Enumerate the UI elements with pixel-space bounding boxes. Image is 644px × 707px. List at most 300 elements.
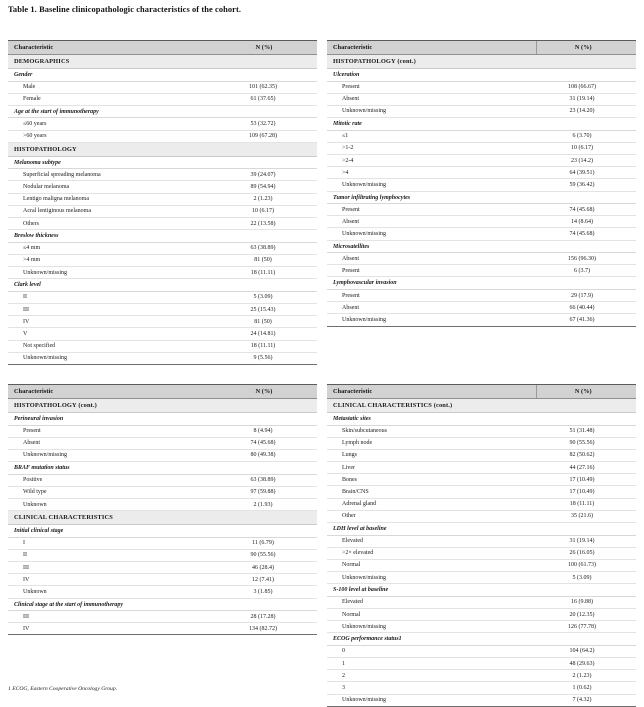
row-value: 66 (40.44) (536, 302, 636, 314)
row-value (217, 142, 317, 156)
row-value: 89 (54.94) (217, 181, 317, 193)
row-value: 74 (45.68) (536, 204, 636, 216)
table-row (327, 658, 636, 670)
row-value (217, 279, 317, 292)
table-row (8, 193, 317, 205)
table-group-row (327, 240, 636, 253)
row-value (217, 156, 317, 169)
table-group-row (327, 523, 636, 536)
row-label: Unknown/missing (8, 449, 217, 461)
row-label: Unknown (8, 498, 217, 510)
row-value: 48 (29.63) (536, 658, 636, 670)
row-label: BRAF mutation status (8, 462, 217, 475)
row-value: 82 (50.62) (536, 449, 636, 461)
table-row (8, 449, 317, 461)
table-row (8, 574, 317, 586)
row-value: 23 (14.20) (536, 105, 636, 117)
row-value: 46 (28.4) (217, 562, 317, 574)
row-value: 64 (39.51) (536, 167, 636, 179)
table-row (8, 205, 317, 217)
row-value: 14 (8.64) (536, 216, 636, 228)
table-row (327, 535, 636, 547)
table-group-row (8, 230, 317, 243)
row-value: 28 (17.28) (217, 611, 317, 623)
table-row (327, 228, 636, 240)
row-value: 23 (14.2) (536, 154, 636, 166)
table-row (327, 462, 636, 474)
row-label: 3 (327, 682, 536, 694)
row-label: HISTOPATHOLOGY (cont.) (8, 399, 217, 413)
row-label: Lentigo maligna melanoma (8, 193, 217, 205)
row-value: 134 (82.72) (249, 625, 277, 632)
row-value: 3 (1.85) (217, 586, 317, 598)
row-label: 1 (327, 658, 536, 670)
table-right-bottom (327, 384, 636, 707)
row-label: ECOG performance status1 (327, 633, 536, 646)
table-row (327, 167, 636, 179)
table-group-row (327, 118, 636, 131)
table-section-row (327, 55, 636, 69)
table-row (8, 81, 317, 93)
row-label: IV (8, 574, 217, 586)
table-row (327, 486, 636, 498)
row-label: Present (8, 425, 217, 437)
table-row (327, 547, 636, 559)
row-value: 67 (41.36) (569, 316, 595, 323)
row-label: III (8, 303, 217, 315)
row-value: 31 (19.14) (536, 93, 636, 105)
row-value: 31 (19.14) (536, 535, 636, 547)
table-group-row (327, 413, 636, 426)
table-row (8, 291, 317, 303)
table-row (8, 328, 317, 340)
row-value: 59 (36.42) (536, 179, 636, 191)
table-row (8, 254, 317, 266)
row-value: 90 (55.56) (217, 549, 317, 561)
table-group-row (8, 156, 317, 169)
row-value: 35 (21.6) (536, 510, 636, 522)
row-value: 81 (50) (217, 316, 317, 328)
table-row (327, 425, 636, 437)
row-label: Present (327, 204, 536, 216)
row-value (536, 191, 636, 204)
row-value (536, 69, 636, 82)
row-label: Gender (8, 69, 217, 82)
table-header-row (8, 385, 317, 399)
row-label: S-100 level at baseline (327, 584, 536, 597)
column-header-characteristic: Characteristic (8, 385, 217, 399)
table-group-row (8, 598, 317, 611)
table-row (8, 437, 317, 449)
table-row (8, 623, 317, 635)
table-row (8, 218, 317, 230)
row-label: Unknown/missing (327, 179, 536, 191)
table-group-row (327, 633, 636, 646)
table-row (327, 154, 636, 166)
table-left-top (8, 40, 317, 365)
table-group-row (8, 279, 317, 292)
row-label: Absent (327, 93, 536, 105)
column-header-n-percent: N (%) (217, 41, 317, 55)
row-value (536, 240, 636, 253)
row-label: Skin/subcutaneous (327, 425, 536, 437)
row-value: 156 (96.30) (536, 253, 636, 265)
row-label: CLINICAL CHARACTERISTICS (8, 511, 217, 525)
table-row (327, 510, 636, 522)
table-body (8, 399, 317, 636)
table-row (8, 93, 317, 105)
table-row (8, 303, 317, 315)
row-value: 18 (11.11) (217, 267, 317, 279)
table-row (327, 314, 636, 326)
row-value: 10 (6.17) (217, 205, 317, 217)
table-group-row (327, 69, 636, 82)
table-row (8, 586, 317, 598)
table-footnote: 1 ECOG, Eastern Cooperative Oncology Group. (8, 686, 118, 692)
row-value (217, 230, 317, 243)
row-label: II (8, 291, 217, 303)
row-label: Unknown/missing (23, 355, 68, 362)
row-value (536, 55, 636, 69)
table-header-row (8, 41, 317, 55)
row-value: 6 (3.70) (536, 130, 636, 142)
column-header-characteristic: Characteristic (327, 385, 536, 399)
row-value: 20 (12.35) (536, 608, 636, 620)
table-group-row (327, 584, 636, 597)
table-row (327, 130, 636, 142)
row-label: ≤1 (327, 130, 536, 142)
table-right-top (327, 40, 636, 327)
row-value: 29 (17.9) (536, 289, 636, 301)
row-value: 90 (55.56) (536, 437, 636, 449)
table-row (327, 437, 636, 449)
row-value: 16 (9.88) (536, 596, 636, 608)
row-value: 5 (3.09) (217, 291, 317, 303)
row-label: Bones (327, 474, 536, 486)
row-value (217, 399, 317, 413)
row-value: 8 (4.94) (217, 425, 317, 437)
row-label: Unknown/missing (327, 228, 536, 240)
row-value (217, 69, 317, 82)
table-section-row (327, 399, 636, 413)
table-row (8, 118, 317, 130)
row-value (536, 633, 636, 646)
table-row (327, 621, 636, 633)
table-row (327, 682, 636, 694)
row-value: 81 (50) (217, 254, 317, 266)
table-section-row (8, 399, 317, 413)
row-value (217, 598, 317, 611)
table-row (8, 486, 317, 498)
table-row (8, 242, 317, 254)
row-value: 18 (11.11) (536, 498, 636, 510)
row-value (536, 277, 636, 290)
table-row (327, 93, 636, 105)
table-bottom-rule-cell (8, 635, 317, 636)
table-row (8, 169, 317, 181)
row-label: Microsatellites (327, 240, 536, 253)
row-label: Female (8, 93, 217, 105)
row-label: LDH level at baseline (327, 523, 536, 536)
table-row (8, 537, 317, 549)
row-label: Perineural invasion (8, 413, 217, 426)
table-row (327, 645, 636, 657)
row-value (536, 118, 636, 131)
row-value: 74 (45.68) (536, 228, 636, 240)
row-label: Unknown/missing (342, 316, 387, 323)
row-label: Male (8, 81, 217, 93)
row-label: Not specified (8, 340, 217, 352)
row-label: >2× elevated (327, 547, 536, 559)
row-label: Others (8, 218, 217, 230)
row-label: Unknown/missing (327, 105, 536, 117)
row-value: 63 (38.89) (217, 474, 317, 486)
row-value: 108 (66.67) (536, 81, 636, 93)
row-value: 2 (1.93) (217, 498, 317, 510)
row-label: IV (23, 625, 30, 632)
table-row (8, 352, 317, 364)
table-row (8, 425, 317, 437)
row-label: 0 (327, 645, 536, 657)
table-row (327, 81, 636, 93)
row-label: Normal (327, 559, 536, 571)
row-label: Melanoma subtype (8, 156, 217, 169)
table-row (327, 596, 636, 608)
row-label: Unknown/missing (327, 621, 536, 633)
table-group-row (327, 277, 636, 290)
table-group-row (8, 525, 317, 538)
row-value: 17 (10.49) (536, 486, 636, 498)
row-label: III (8, 562, 217, 574)
row-value: 1 (0.62) (536, 682, 636, 694)
row-value: 104 (64.2) (536, 645, 636, 657)
row-label: III (8, 611, 217, 623)
row-label: >4 mm (8, 254, 217, 266)
table-header-row (327, 385, 636, 399)
row-label: Absent (327, 302, 536, 314)
row-label: Mitotic rate (327, 118, 536, 131)
row-value: 97 (59.88) (217, 486, 317, 498)
row-value: 6 (3.7) (536, 265, 636, 277)
table-section-row (8, 142, 317, 156)
table-row (327, 608, 636, 620)
table-group-row (8, 413, 317, 426)
row-label: ≤4 mm (8, 242, 217, 254)
row-value: 100 (61.73) (536, 559, 636, 571)
row-value (536, 584, 636, 597)
table-row (327, 302, 636, 314)
row-label: Wild type (8, 486, 217, 498)
table-row (8, 562, 317, 574)
table-body (8, 55, 317, 365)
row-value: 7 (4.32) (572, 697, 592, 704)
row-value (217, 525, 317, 538)
table-body (327, 399, 636, 707)
table-row (8, 474, 317, 486)
table-row (8, 267, 317, 279)
row-label: >2-4 (327, 154, 536, 166)
table-bottom-rule (8, 364, 317, 365)
table-group-row (327, 191, 636, 204)
row-label: Other (327, 510, 536, 522)
row-value: 44 (27.16) (536, 462, 636, 474)
row-label: II (8, 549, 217, 561)
table-group-row (8, 69, 317, 82)
row-value: 25 (15.43) (217, 303, 317, 315)
row-value: 17 (10.49) (536, 474, 636, 486)
row-label: Absent (327, 216, 536, 228)
row-label: Acral lentiginous melanoma (8, 205, 217, 217)
row-label: Absent (8, 437, 217, 449)
row-value: 18 (11.11) (217, 340, 317, 352)
table-bottom-rule-cell (327, 326, 636, 327)
row-label: CLINICAL CHARACTERISTICS (cont.) (327, 399, 536, 413)
row-value: 22 (13.58) (217, 218, 317, 230)
table-left-bottom (8, 384, 317, 635)
row-label: Normal (327, 608, 536, 620)
column-header-characteristic: Characteristic (8, 41, 217, 55)
row-label: Nodular melanoma (8, 181, 217, 193)
row-label: Elevated (327, 535, 536, 547)
row-value: 10 (6.17) (536, 142, 636, 154)
table-row (8, 340, 317, 352)
row-value: 80 (49.38) (217, 449, 317, 461)
column-header-n-percent: N (%) (536, 41, 636, 55)
row-label: Age at the start of immunotherapy (8, 105, 217, 118)
table-row (8, 549, 317, 561)
table-row (8, 498, 317, 510)
row-value: 74 (45.68) (217, 437, 317, 449)
row-label: Brain/CNS (327, 486, 536, 498)
table-row (327, 694, 636, 706)
table-bottom-rule-cell (8, 364, 317, 365)
table-row (327, 559, 636, 571)
row-label: >60 years (8, 130, 217, 142)
row-label: Clinical stage at the start of immunotherapy (8, 598, 217, 611)
table-row (327, 105, 636, 117)
row-label: Breslow thickness (8, 230, 217, 243)
row-label: Tumor infiltrating lymphocytes (327, 191, 536, 204)
row-value: 9 (5.56) (253, 355, 273, 362)
table-row (327, 142, 636, 154)
table-section-row (8, 55, 317, 69)
row-label: Present (327, 289, 536, 301)
row-label: HISTOPATHOLOGY (cont.) (327, 55, 536, 69)
row-label: Present (327, 81, 536, 93)
row-label: 2 (327, 670, 536, 682)
row-label: ≤60 years (8, 118, 217, 130)
row-value: 2 (1.23) (536, 670, 636, 682)
row-label: HISTOPATHOLOGY (8, 142, 217, 156)
table-bottom-rule (327, 326, 636, 327)
row-label: Positive (8, 474, 217, 486)
row-value: 12 (7.41) (217, 574, 317, 586)
table-row (327, 289, 636, 301)
row-label: V (8, 328, 217, 340)
row-label: Unknown/missing (342, 697, 387, 704)
row-value (217, 105, 317, 118)
row-value: 5 (3.09) (536, 572, 636, 584)
row-value (536, 413, 636, 426)
row-label: Initial clinical stage (8, 525, 217, 538)
table-body (327, 55, 636, 327)
row-label: Unknown/missing (8, 267, 217, 279)
row-value (217, 511, 317, 525)
table-header-row (327, 41, 636, 55)
table-section-row (8, 511, 317, 525)
row-label: IV (8, 316, 217, 328)
table-row (327, 265, 636, 277)
table-row (327, 498, 636, 510)
row-label: I (8, 537, 217, 549)
column-header-n-percent: N (%) (536, 385, 636, 399)
table-group-row (8, 462, 317, 475)
table-row (8, 130, 317, 142)
row-value: 24 (14.81) (217, 328, 317, 340)
row-value (217, 413, 317, 426)
column-header-n-percent: N (%) (217, 385, 317, 399)
row-value: 26 (16.05) (536, 547, 636, 559)
table-row (327, 670, 636, 682)
table-row (8, 316, 317, 328)
row-label: DEMOGRAPHICS (8, 55, 217, 69)
row-value: 109 (67.28) (217, 130, 317, 142)
row-label: Metastatic sites (327, 413, 536, 426)
row-label: Lungs (327, 449, 536, 461)
row-label: >4 (327, 167, 536, 179)
table-row (327, 204, 636, 216)
table-row (8, 181, 317, 193)
row-label: Unknown/missing (327, 572, 536, 584)
table-group-row (8, 105, 317, 118)
table-row (327, 572, 636, 584)
row-value (217, 462, 317, 475)
row-label: Liver (327, 462, 536, 474)
row-label: Elevated (327, 596, 536, 608)
row-label: Superficial spreading melanoma (8, 169, 217, 181)
row-label: Unknown (8, 586, 217, 598)
row-label: Ulceration (327, 69, 536, 82)
table-row (327, 474, 636, 486)
table-row (327, 449, 636, 461)
row-value: 39 (24.07) (217, 169, 317, 181)
row-label: Adrenal gland (327, 498, 536, 510)
table-row (327, 216, 636, 228)
row-value: 2 (1.23) (217, 193, 317, 205)
row-label: Present (327, 265, 536, 277)
row-value: 11 (6.79) (217, 537, 317, 549)
page-title: Table 1. Baseline clinicopathologic characteristics of the cohort. (8, 5, 242, 14)
row-label: Absent (327, 253, 536, 265)
row-value (536, 523, 636, 536)
row-value: 101 (62.35) (217, 81, 317, 93)
row-value (536, 399, 636, 413)
row-value: 61 (37.65) (217, 93, 317, 105)
row-value: 126 (77.78) (536, 621, 636, 633)
column-header-characteristic: Characteristic (327, 41, 536, 55)
row-label: Lymph node (327, 437, 536, 449)
row-value: 53 (32.72) (217, 118, 317, 130)
row-label: >1-2 (327, 142, 536, 154)
table-row (8, 611, 317, 623)
table-bottom-rule (8, 635, 317, 636)
row-value: 51 (31.48) (536, 425, 636, 437)
table-row (327, 179, 636, 191)
row-value (217, 55, 317, 69)
row-label: Clark level (8, 279, 217, 292)
row-value: 63 (38.89) (217, 242, 317, 254)
table-row (327, 253, 636, 265)
